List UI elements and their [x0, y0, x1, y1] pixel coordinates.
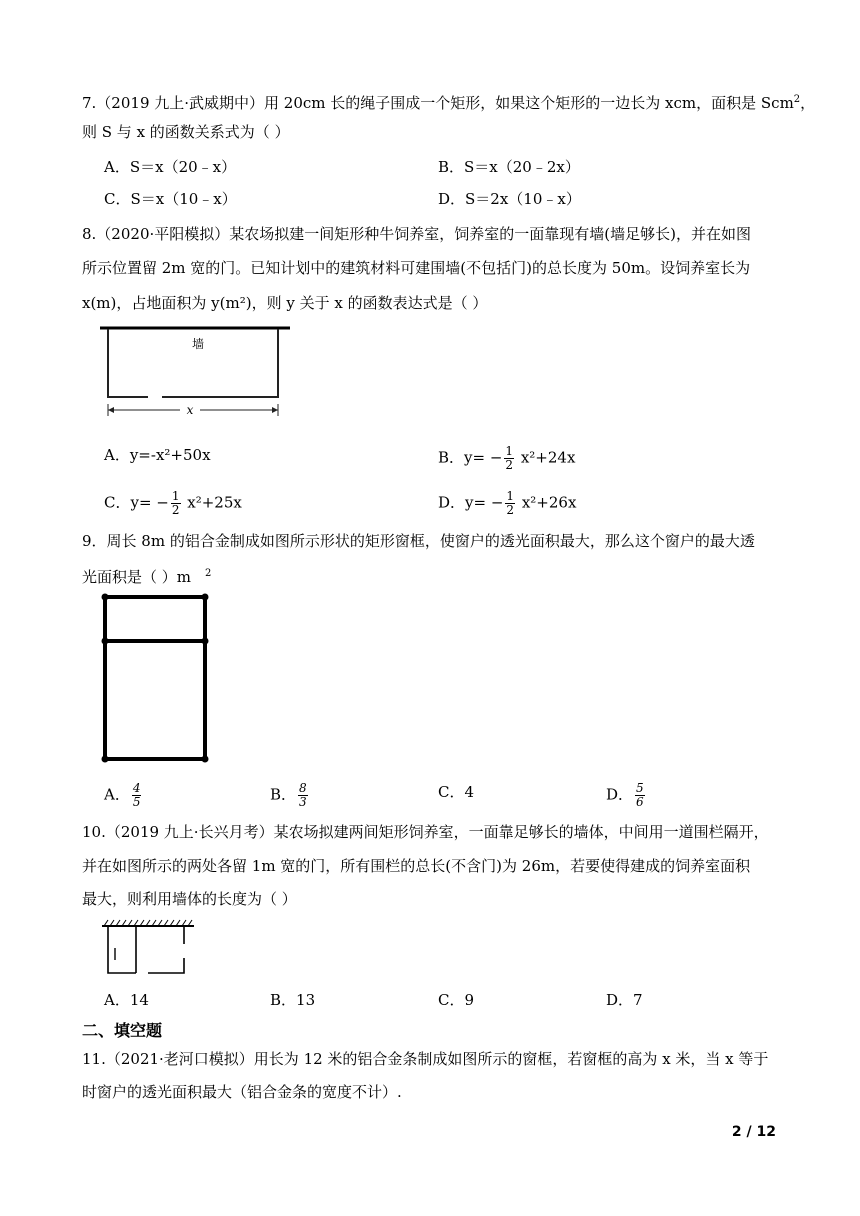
q8-option-a: A．y=-x²+50x [104, 446, 211, 464]
section-heading-fill-in: 二、填空题 [82, 1021, 163, 1040]
q8-fence-right [162, 329, 278, 397]
q8-stem-line3: x(m)，占地面积为 y(m²)，则 y 关于 x 的函数表达式是（ ） [82, 294, 488, 312]
q8-option-d: D．y= − $\frac{1}{2}$ x²+26x [438, 489, 577, 517]
q8-option-c: C．y= − $\frac{1}{2}$ x²+25x [104, 489, 242, 517]
q8-wall-label: 墙 [191, 337, 205, 351]
q10-pens-figure [100, 918, 196, 978]
q10-fence-left [108, 927, 136, 973]
q9-option-b: B． $\frac{8}{3}$ [270, 781, 307, 809]
q11-stem-line1: 11.（2021·老河口模拟）用长为 12 米的铝合金条制成如图所示的窗框，若窗框的高为 x 米，当 x 等于 [82, 1050, 769, 1068]
q10-fence-right [148, 958, 184, 973]
q10-stem-line1: 10.（2019 九上·长兴月考）某农场拟建两间矩形饲养室，一面靠足够长的墙体，中间用一道围栏隔开， [82, 823, 769, 841]
q9-stem-line2: 光面积是（ ）m $^2$ [82, 568, 212, 586]
q10-option-b: B．13 [270, 991, 316, 1009]
q9-stem-line1: 9．周长 8m 的铝合金制成如图所示形状的矩形窗框，使窗户的透光面积最大，那么这个窗户的最大透 [82, 532, 755, 550]
q9-option-a: A． $\frac{4}{5}$ [104, 781, 141, 809]
q8-option-b: B．y= − $\frac{1}{2}$ x²+24x [438, 444, 576, 472]
q7-stem-line2: 则 S 与 x 的函数关系式为（ ） [82, 123, 290, 141]
q8-fence-left [108, 329, 148, 397]
q7-stem-line1: 7.（2019 九上·武威期中）用 20cm 长的绳子围成一个矩形，如果这个矩形的一边长为 xcm，面积是 Scm$^2$， [82, 94, 816, 112]
q10-option-d: D．7 [606, 991, 643, 1009]
q7-option-b: B．S＝x（20﹣2x） [438, 158, 580, 176]
q8-stem-line1: 8.（2020·平阳模拟）某农场拟建一间矩形种牛饲养室，饲养室的一面靠现有墙(墙足够长)，并在如图 [82, 225, 751, 243]
q10-option-a: A．14 [104, 991, 149, 1009]
q10-stem-line3: 最大，则利用墙体的长度为（ ） [82, 890, 297, 908]
q7-option-a: A．S＝x（20﹣x） [104, 158, 237, 176]
q9-option-c: C．4 [438, 783, 475, 801]
page-number: 2 / 12 [731, 1124, 776, 1140]
q8-x-label: x [186, 403, 194, 417]
q9-option-d: D． $\frac{5}{6}$ [606, 781, 644, 809]
q9-window-frame-figure [98, 590, 214, 766]
q11-stem-line2: 时窗户的透光面积最大（铝合金条的宽度不计）. [82, 1083, 402, 1101]
q8-enclosure-figure [100, 324, 292, 420]
q10-stem-line2: 并在如图所示的两处各留 1m 宽的门，所有围栏的总长(不含门)为 26m，若要使得建成的饲养室面积 [82, 857, 751, 875]
q10-option-c: C．9 [438, 991, 475, 1009]
q7-option-c: C．S＝x（10﹣x） [104, 190, 237, 208]
q7-option-d: D．S＝2x（10﹣x） [438, 190, 581, 208]
q9-window-outer-frame [105, 597, 205, 759]
q8-stem-line2: 所示位置留 2m 宽的门。已知计划中的建筑材料可建围墙(不包括门)的总长度为 50m。设饲养室长为 [82, 259, 751, 277]
